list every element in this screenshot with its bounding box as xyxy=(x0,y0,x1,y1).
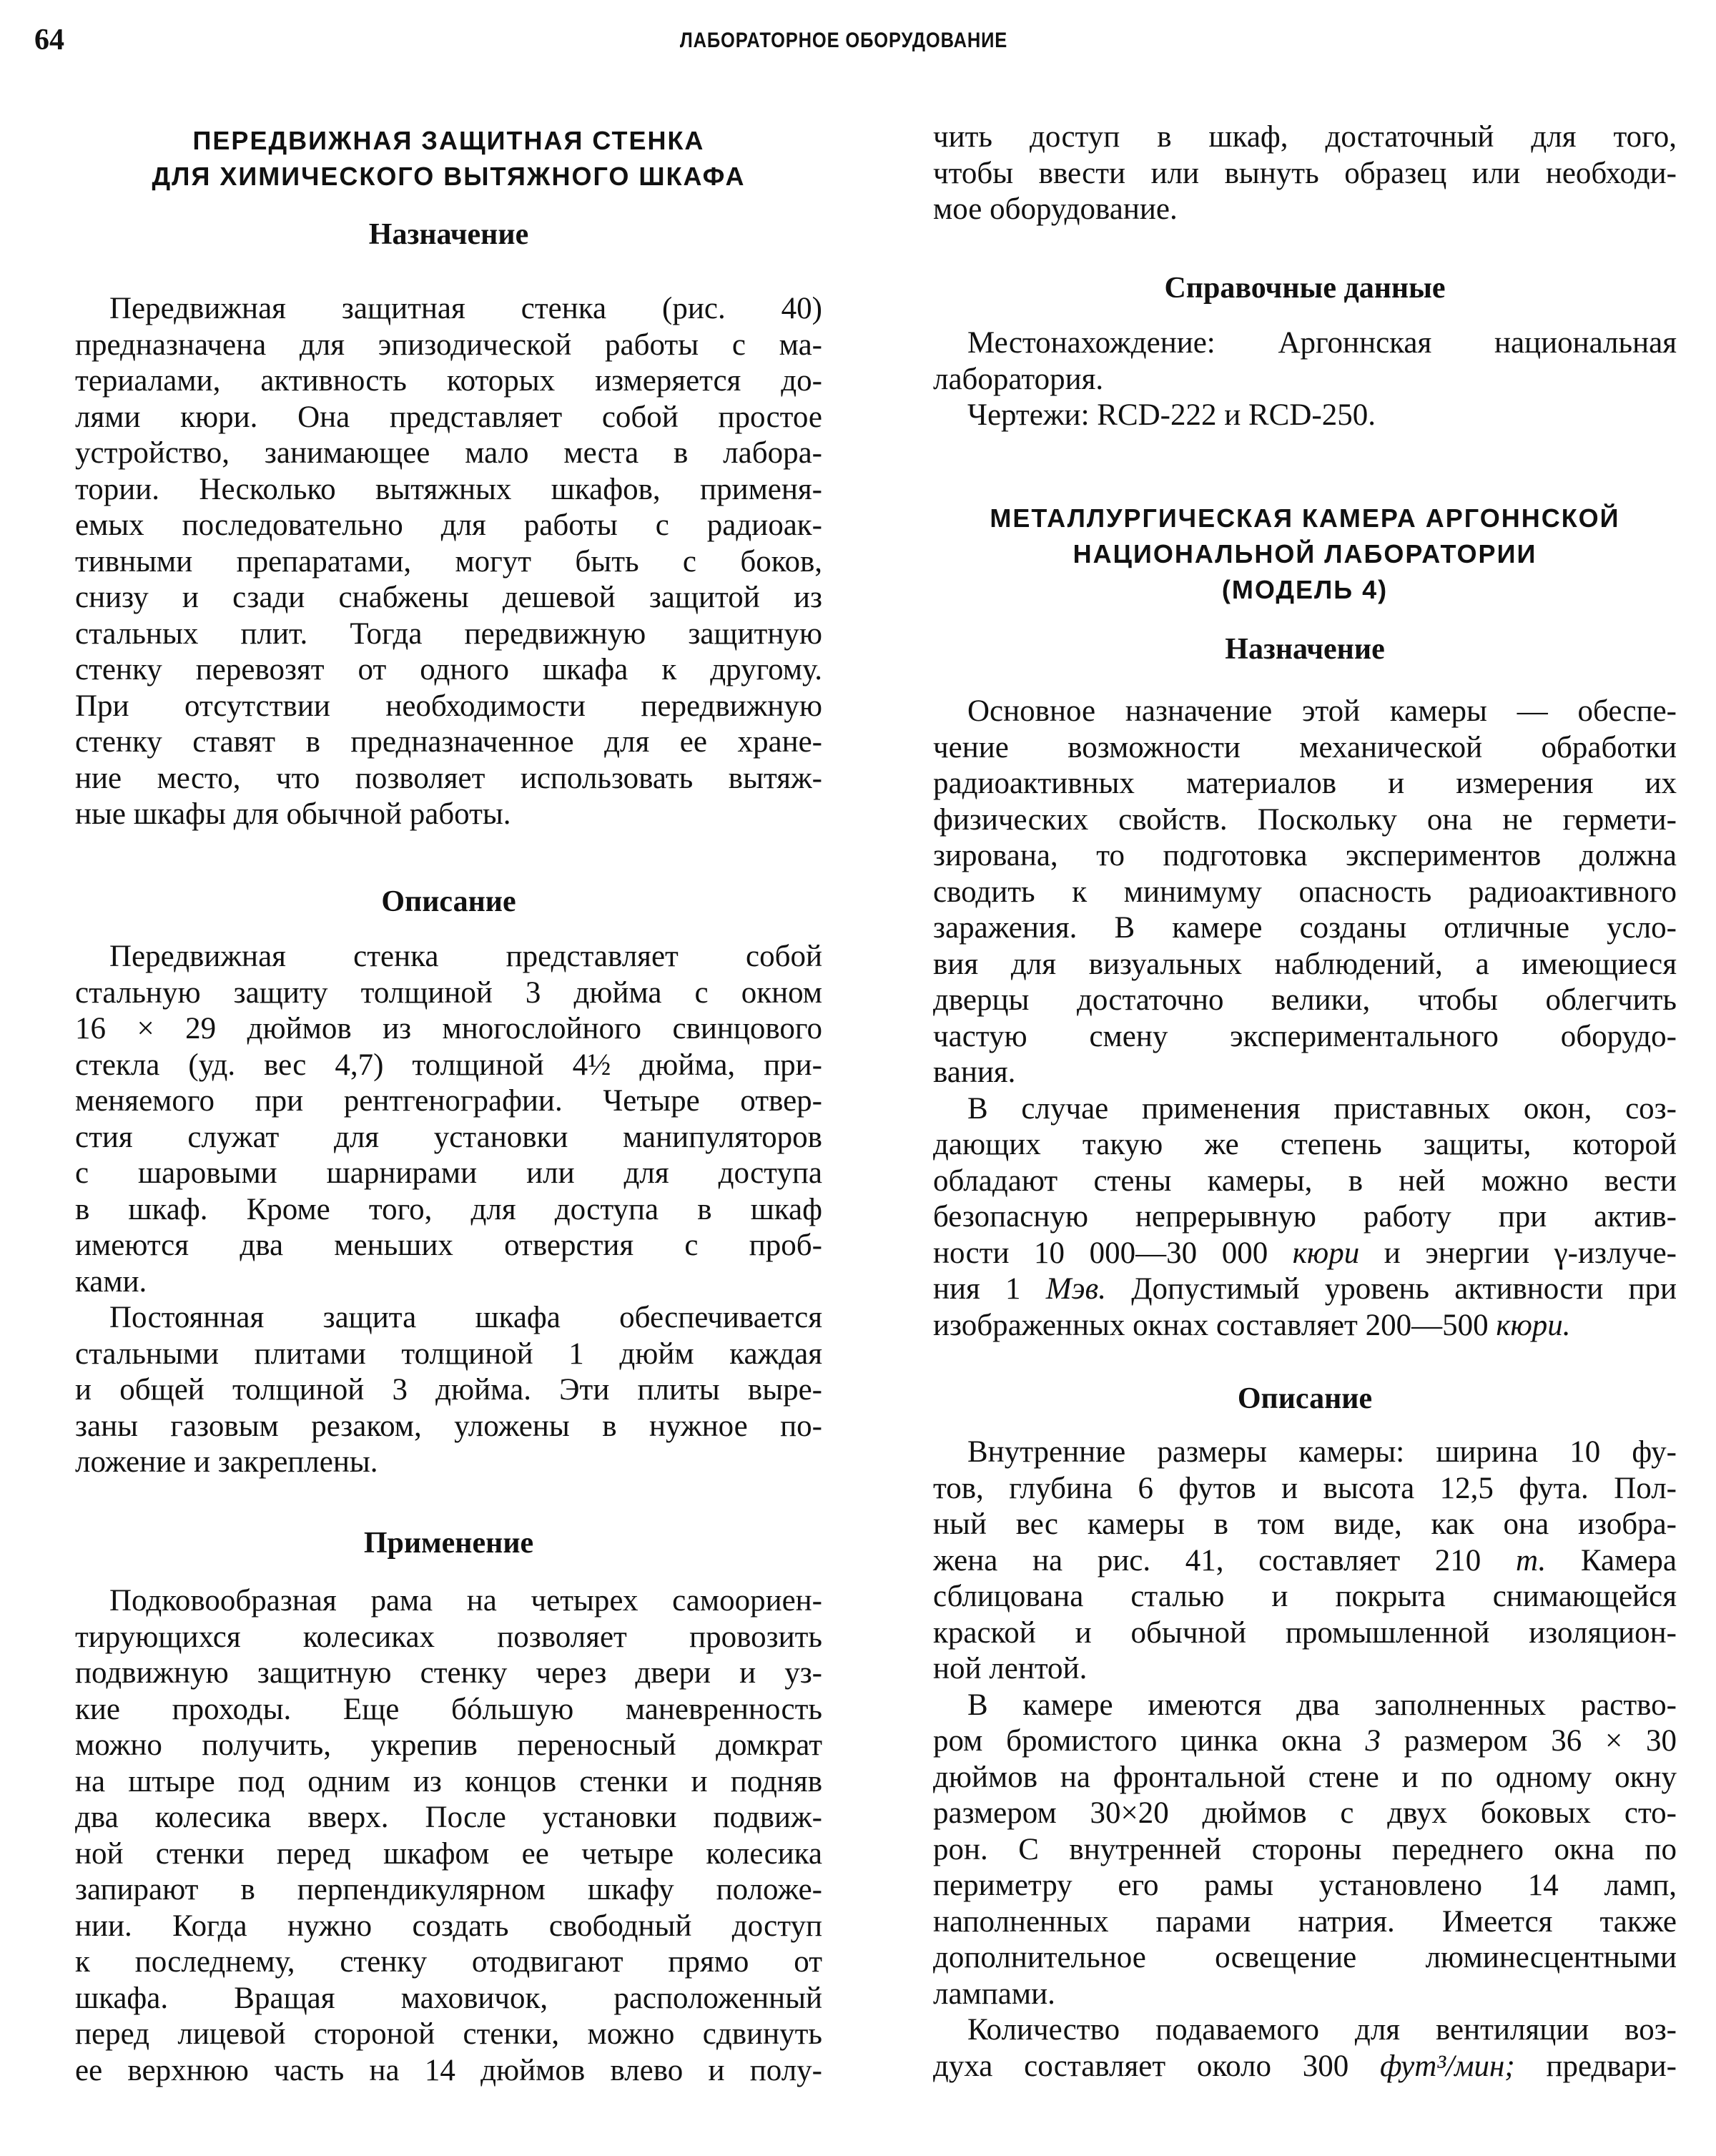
section-title xyxy=(933,501,1677,608)
text-line: сводить к минимуму опасность радиоактивного xyxy=(933,875,1677,909)
text-line: краской и обычной промышленной изоляцион- xyxy=(933,1615,1677,1650)
section-title-line: (МОДЕЛЬ 4) xyxy=(1221,575,1389,604)
text-line: В камере имеются два заполненных раство- xyxy=(967,1688,1677,1722)
text-line: запирают в перпендикулярном шкафу положе- xyxy=(75,1873,822,1906)
text-line: вания. xyxy=(933,1055,1016,1089)
text-line: вия для визуальных наблюдений, а имеющиеся xyxy=(933,947,1677,981)
text-line: устройство, занимающее мало места в лабора- xyxy=(75,436,822,470)
subsection-heading-text: Применение xyxy=(363,1527,534,1560)
text-segment: Камера xyxy=(1546,1543,1677,1577)
text-line: стальную защиту толщиной 3 дюйма с окном xyxy=(75,975,822,1010)
text-line: чтобы ввести или вынуть образец или необходи- xyxy=(933,156,1677,190)
text-line: меняемого при рентгенографии. Четыре отвер- xyxy=(75,1084,822,1118)
subsection-heading-text: Справочные данные xyxy=(1164,272,1446,305)
text-line: Количество подаваемого для вентиляции воз- xyxy=(967,2013,1677,2047)
text-line: и общей толщиной 3 дюйма. Эти плиты выре- xyxy=(75,1373,822,1407)
text-line: размером 30×20 дюймов с двух боковых сто- xyxy=(933,1796,1677,1830)
text-line: имеются два меньших отверстия с проб- xyxy=(75,1229,822,1262)
text-line: Основное назначение этой камеры — обеспе- xyxy=(967,694,1677,728)
text-line: Подковообразная рама на четырех самоориен- xyxy=(109,1584,822,1618)
text-line: ной стенки перед шкафом ее четыре колесика xyxy=(75,1836,822,1871)
subsection-heading xyxy=(933,631,1677,667)
section-title xyxy=(75,123,822,195)
subsection-heading xyxy=(75,217,822,252)
text-line: в шкаф. Кроме того, для доступа в шкаф xyxy=(75,1192,822,1226)
text-line: Внутренние размеры камеры: ширина 10 фу- xyxy=(967,1435,1677,1469)
text-line: заражения. В камере созданы отличные усло- xyxy=(933,911,1677,945)
text-line: шкафа. Вращая маховичок, расположенный xyxy=(75,1981,822,2015)
italic-text: 3 xyxy=(1365,1724,1381,1758)
text-segment: ром бромистого цинка окна xyxy=(933,1724,1366,1758)
text-line: чение возможности механической обработки xyxy=(933,730,1677,764)
text-line: ложение и закреплены. xyxy=(75,1445,378,1479)
text-block xyxy=(933,694,1677,1344)
text-line xyxy=(933,1308,1677,1344)
text-line: частую смену экспериментального оборудо- xyxy=(933,1019,1677,1053)
subsection-heading-text: Описание xyxy=(381,885,516,918)
text-line: с шаровыми шарнирами или для доступа xyxy=(75,1156,822,1190)
subsection-heading xyxy=(933,1381,1677,1417)
text-line: стия служат для установки манипуляторов xyxy=(75,1120,822,1154)
text-segment: ния 1 xyxy=(933,1272,1046,1306)
text-block xyxy=(933,1434,1677,2084)
text-line: снизу и сзади снабжены дешевой защитой из xyxy=(75,581,822,614)
text-line: обладают стены камеры, в ней можно вести xyxy=(933,1163,1677,1198)
text-line: радиоактивных материалов и измерения их xyxy=(933,767,1677,800)
text-block xyxy=(933,325,1677,434)
text-line: дюймов на фронтальной стене и по одному окну xyxy=(933,1760,1677,1794)
text-segment: и энергии γ-излуче- xyxy=(1359,1236,1677,1270)
text-line: емых последовательно для работы с радиоак- xyxy=(75,508,822,542)
text-line: При отсутствии необходимости передвижную xyxy=(75,689,822,723)
text-line: стекла (уд. вес 4,7) толщиной 4½ дюйма, при- xyxy=(75,1048,822,1082)
text-line: ее верхнюю часть на 14 дюймов влево и полу- xyxy=(75,2053,822,2087)
italic-text: кюри. xyxy=(1496,1308,1571,1342)
text-line: мое оборудование. xyxy=(933,192,1178,226)
text-line: на штыре под одним из концов стенки и подняв xyxy=(75,1764,822,1798)
text-line: кие проходы. Еще бóльшую маневренность xyxy=(75,1692,822,1726)
text-line: ные шкафы для обычной работы. xyxy=(75,797,511,831)
subsection-heading-text: Назначение xyxy=(368,218,529,251)
text-segment: ности 10 000—30 000 xyxy=(933,1236,1293,1270)
text-line: стальными плитами толщиной 1 дюйм каждая xyxy=(75,1337,822,1371)
text-line: Местонахождение: Аргоннская национальная xyxy=(967,326,1677,360)
text-line: Постоянная защита шкафа обеспечивается xyxy=(109,1301,822,1334)
text-line: подвижную защитную стенку через двери и уз- xyxy=(75,1656,822,1690)
text-block xyxy=(75,1583,822,2089)
italic-text: кюри xyxy=(1292,1236,1360,1270)
italic-text: фут³/мин; xyxy=(1380,2049,1515,2083)
text-line: лаборатория. xyxy=(933,362,1104,396)
text-line: периметру его рамы установлено 14 ламп, xyxy=(933,1869,1677,1902)
text-line: чить доступ в шкаф, достаточный для того, xyxy=(933,120,1677,154)
text-line: предназначена для эпизодической работы с ма- xyxy=(75,328,822,362)
text-line: териалами, активность которых измеряется до- xyxy=(75,364,822,398)
subsection-heading-text: Назначение xyxy=(1225,633,1385,666)
italic-text: т. xyxy=(1515,1543,1547,1577)
text-segment: размером 36 × 30 xyxy=(1381,1724,1677,1758)
subsection-heading xyxy=(75,884,822,920)
subsection-heading xyxy=(75,1525,822,1561)
text-line xyxy=(933,1236,1677,1272)
text-line xyxy=(933,2049,1677,2085)
text-segment: Допустимый уровень активности при xyxy=(1105,1272,1677,1306)
section-title-line: МЕТАЛЛУРГИЧЕСКАЯ КАМЕРА АРГОННСКОЙ xyxy=(990,503,1620,533)
text-line: ками. xyxy=(75,1264,147,1299)
text-line: наполненных парами натрия. Имеется также xyxy=(933,1904,1677,1939)
text-line: 16 × 29 дюймов из многослойного свинцового xyxy=(75,1012,822,1045)
text-line: ние место, что позволяет использовать вытяж- xyxy=(75,761,822,795)
section-title-line: ПЕРЕДВИЖНАЯ ЗАЩИТНАЯ СТЕНКА xyxy=(192,126,705,155)
text-block xyxy=(75,939,822,1481)
text-segment: жена на рис. 41, составляет 210 xyxy=(933,1543,1516,1577)
subsection-heading xyxy=(933,270,1677,306)
text-line: тов, глубина 6 футов и высота 12,5 фута. Пол- xyxy=(933,1471,1677,1505)
text-line: Передвижная защитная стенка (рис. 40) xyxy=(109,292,822,325)
text-line: Передвижная стенка представляет собой xyxy=(109,940,822,973)
text-line: тирующихся колесиках позволяет провозить xyxy=(75,1620,822,1654)
text-line: лампами. xyxy=(933,1977,1055,2011)
text-line: В случае применения приставных окон, соз- xyxy=(967,1091,1677,1126)
text-line: рон. С внутренней стороны переднего окна по xyxy=(933,1832,1677,1866)
text-line: тивными препаратами, могут быть с боков, xyxy=(75,544,822,579)
text-line xyxy=(933,1271,1677,1308)
text-line: заны газовым резаком, уложены в нужное по- xyxy=(75,1409,822,1443)
page-number: 64 xyxy=(34,24,64,56)
text-line: нии. Когда нужно создать свободный доступ xyxy=(75,1909,822,1943)
text-line: дополнительное освещение люминесцентными xyxy=(933,1941,1677,1974)
text-line: ный вес камеры в том виде, как она изобра- xyxy=(933,1507,1677,1541)
text-line: стальных плит. Тогда передвижную защитную xyxy=(75,616,822,651)
italic-text: Мэв. xyxy=(1045,1272,1106,1306)
text-line: перед лицевой стороной стенки, можно сдвинуть xyxy=(75,2017,822,2051)
text-line: два колесика вверх. После установки подвиж- xyxy=(75,1801,822,1834)
text-line: к последнему, стенку отодвигают прямо от xyxy=(75,1945,822,1979)
section-title-line: НАЦИОНАЛЬНОЙ ЛАБОРАТОРИИ xyxy=(1072,539,1537,568)
text-line: можно получить, укрепив переносный домкрат xyxy=(75,1728,822,1762)
text-block xyxy=(75,291,822,833)
text-line: безопасную непрерывную работу при актив- xyxy=(933,1200,1677,1234)
text-line xyxy=(933,1723,1677,1760)
text-segment: изображенных окнах составляет 200—500 xyxy=(933,1308,1496,1342)
section-title-line: ДЛЯ ХИМИЧЕСКОГО ВЫТЯЖНОГО ШКАФА xyxy=(152,162,746,191)
text-line: зирована, то подготовка экспериментов должна xyxy=(933,839,1677,872)
text-line: тории. Несколько вытяжных шкафов, применя- xyxy=(75,472,822,506)
text-line: Чертежи: RCD-222 и RCD-250. xyxy=(967,398,1376,432)
text-line: сблицована сталью и покрыта снимающейся xyxy=(933,1580,1677,1613)
text-line: ной лентой. xyxy=(933,1652,1088,1685)
text-line: дающих такую же степень защиты, которой xyxy=(933,1128,1677,1161)
running-head: ЛАБОРАТОРНОЕ ОБОРУДОВАНИЕ xyxy=(679,29,1008,52)
text-block xyxy=(933,119,1677,228)
text-line: стенку перевозят от одного шкафа к другому. xyxy=(75,653,822,686)
text-line: стенку ставят в предназначенное для ее хране- xyxy=(75,725,822,759)
text-line: физических свойств. Поскольку она не гермети- xyxy=(933,802,1677,837)
text-segment: предвари- xyxy=(1514,2049,1677,2083)
subsection-heading-text: Описание xyxy=(1237,1382,1373,1415)
text-segment: духа составляет около 300 xyxy=(933,2049,1381,2083)
text-line xyxy=(933,1543,1677,1580)
text-line: дверцы достаточно велики, чтобы облегчить xyxy=(933,983,1677,1017)
text-line: лями кюри. Она представляет собой простое xyxy=(75,400,822,434)
